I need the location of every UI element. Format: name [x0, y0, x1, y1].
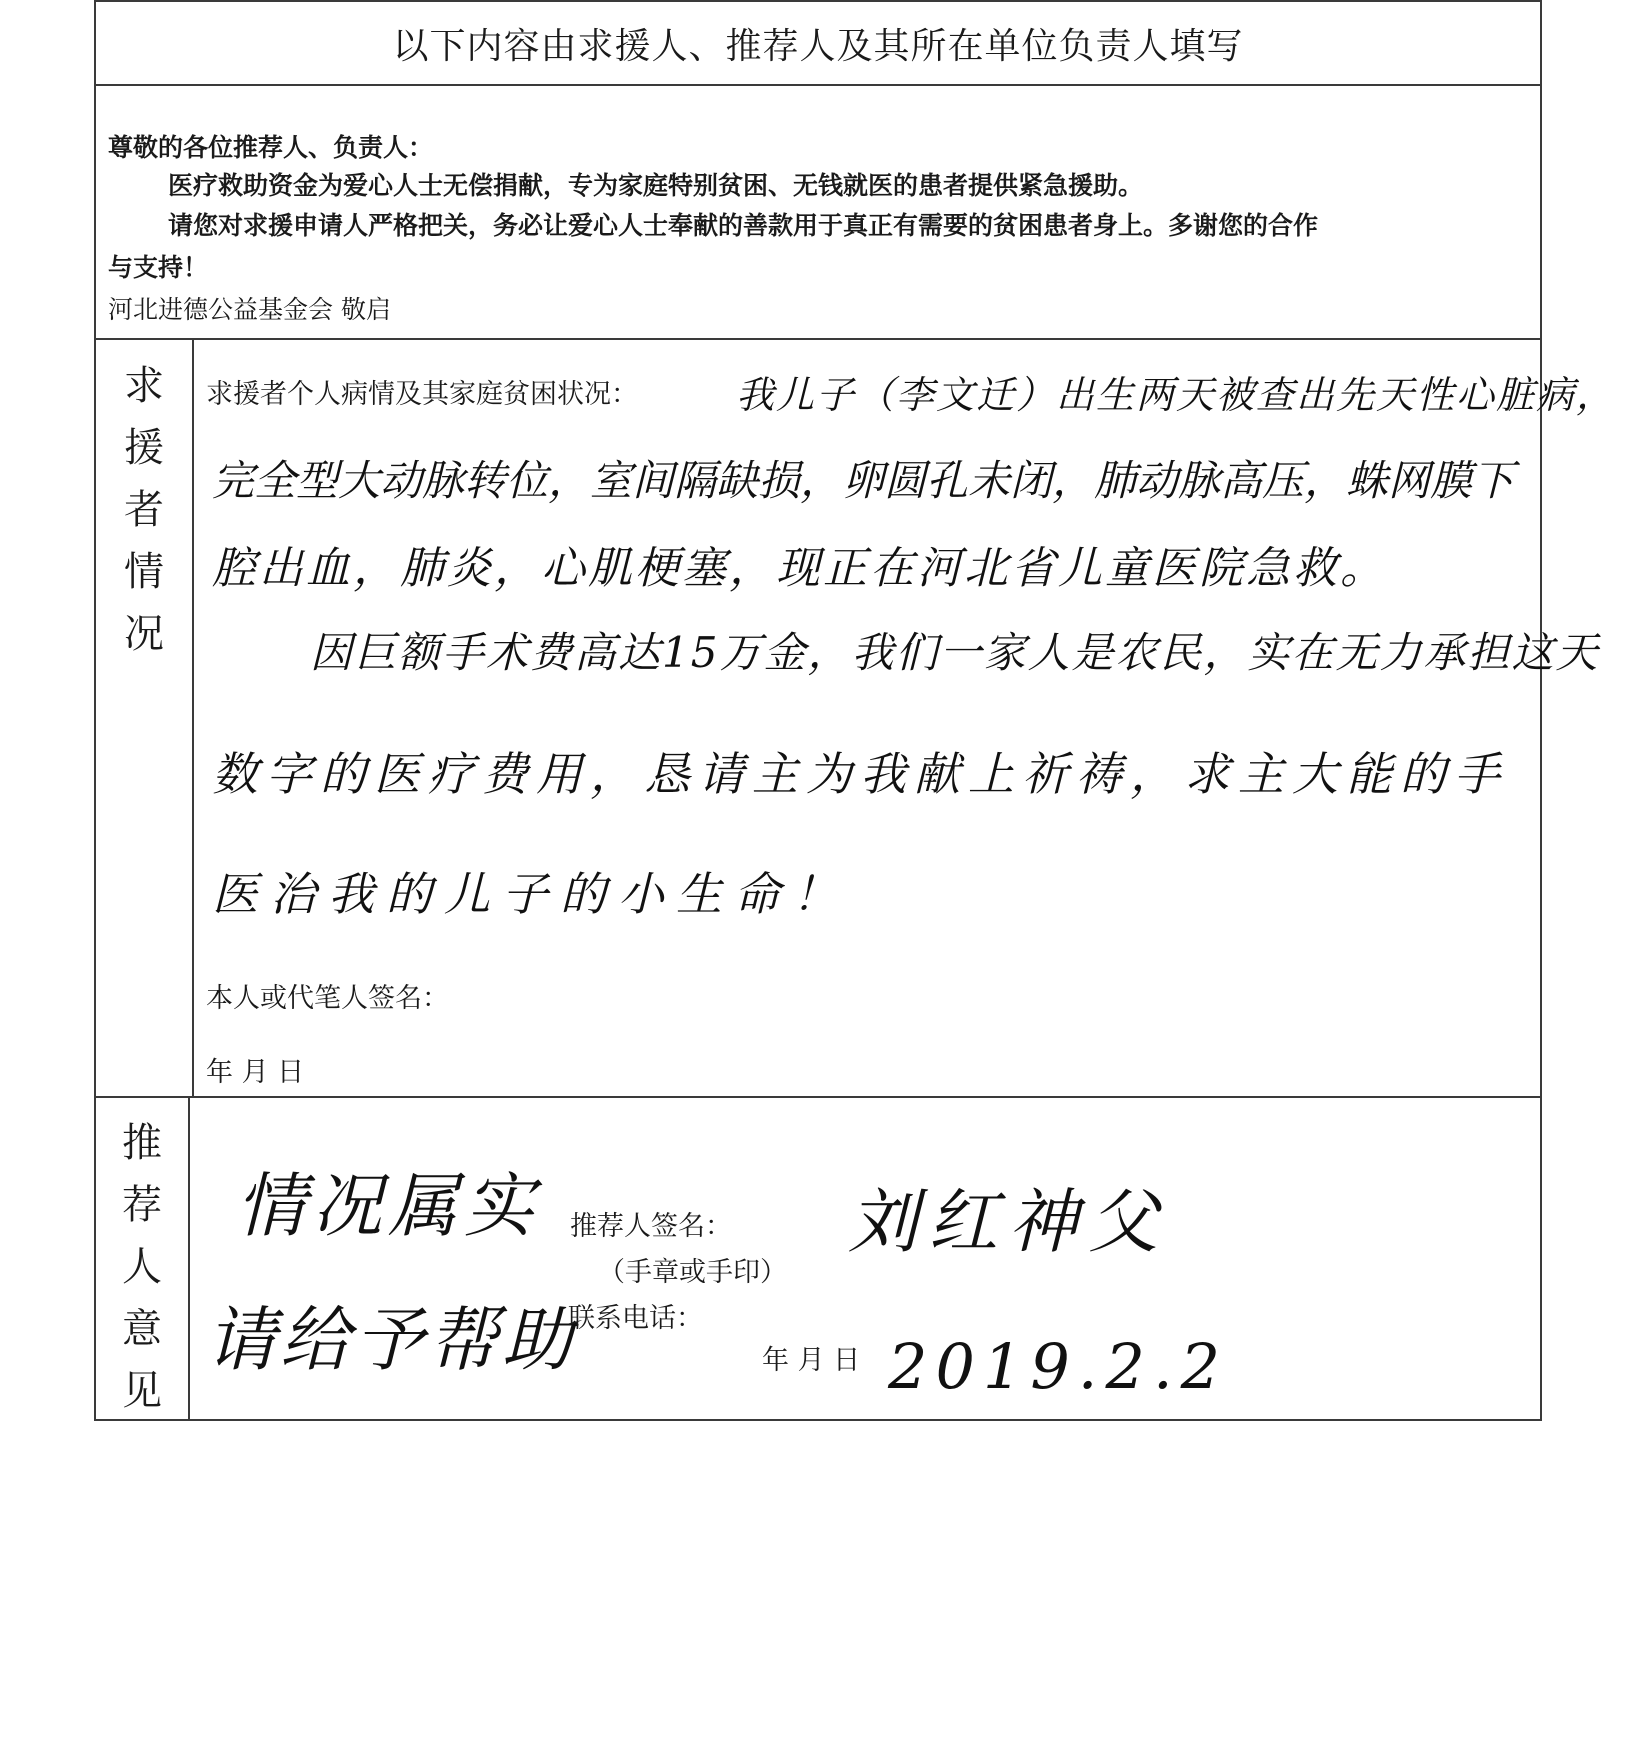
form-title: 以下内容由求援人、推荐人及其所在单位负责人填写 — [392, 26, 1244, 67]
handwritten-condition-line-4: 因巨额手术费高达15万金，我们一家人是农民，实在无力承担这天 — [310, 628, 1600, 677]
applicant-signature-label: 本人或代笔人签名： — [206, 983, 449, 1014]
handwritten-opinion-line-2: 请给予帮助 — [206, 1299, 576, 1381]
applicant-label-char: 援 — [124, 425, 164, 471]
applicant-condition-label: 求援者个人病情及其家庭贫困状况： — [206, 379, 638, 410]
applicant-label-char: 况 — [124, 611, 164, 657]
applicant-label-char: 求 — [124, 363, 164, 409]
notice-paragraph-2-line-2: 与支持！ — [108, 253, 209, 282]
handwritten-condition-line-1: 我儿子（李文迁）出生两天被查出先天性心脏病， — [736, 373, 1617, 417]
notice-signoff: 河北进德公益基金会 敬启 — [108, 295, 391, 324]
handwritten-recommender-date: 2019.2.2 — [888, 1330, 1229, 1403]
recommender-phone-label: 联系电话： — [568, 1303, 703, 1334]
recommender-label-char: 见 — [122, 1368, 162, 1414]
applicant-date-label: 年 月 日 — [206, 1057, 305, 1088]
applicant-bottom-divider — [94, 1096, 1542, 1098]
notice-paragraph-2-line-1: 请您对求援申请人严格把关，务必让爱心人士奉献的善款用于真正有需要的贫困患者身上。多谢您的合作 — [168, 211, 1319, 240]
notice-bottom-divider — [94, 338, 1542, 340]
recommender-signature-note: （手章或手印） — [598, 1257, 787, 1288]
recommender-label-char: 推 — [122, 1120, 162, 1166]
handwritten-condition-line-2: 完全型大动脉转位，室间隔缺损，卵圆孔未闭，肺动脉高压，蛛网膜下 — [212, 456, 1515, 505]
recommender-signature-label: 推荐人签名： — [570, 1211, 732, 1242]
applicant-row-label — [96, 355, 192, 665]
notice-paragraph-1: 医疗救助资金为爱心人士无偿捐献，专为家庭特别贫困、无钱就医的患者提供紧急援助。 — [168, 171, 1144, 200]
recommender-label-divider — [188, 1096, 190, 1421]
title-top-divider — [94, 0, 1542, 2]
recommender-row-label — [96, 1112, 188, 1422]
recommender-label-char: 荐 — [122, 1182, 162, 1228]
recommender-label-char: 意 — [122, 1306, 162, 1352]
handwritten-condition-line-5: 数字的医疗费用，恳请主为我献上祈祷，求主大能的手 — [212, 747, 1508, 801]
recommender-date-label: 年 月 日 — [762, 1345, 861, 1376]
handwritten-recommender-signature: 刘红神父 — [848, 1181, 1168, 1263]
handwritten-opinion-line-1: 情况属实 — [236, 1165, 540, 1247]
handwritten-condition-line-6: 医治我的儿子的小生命！ — [212, 867, 850, 921]
title-bottom-divider — [94, 84, 1542, 86]
handwritten-condition-line-3: 腔出血，肺炎，心肌梗塞，现正在河北省儿童医院急救。 — [212, 543, 1387, 594]
applicant-label-char: 者 — [124, 487, 164, 533]
recommender-label-char: 人 — [122, 1244, 162, 1290]
applicant-label-char: 情 — [124, 549, 164, 595]
notice-greeting: 尊敬的各位推荐人、负责人： — [108, 133, 434, 162]
applicant-label-divider — [192, 338, 194, 1096]
